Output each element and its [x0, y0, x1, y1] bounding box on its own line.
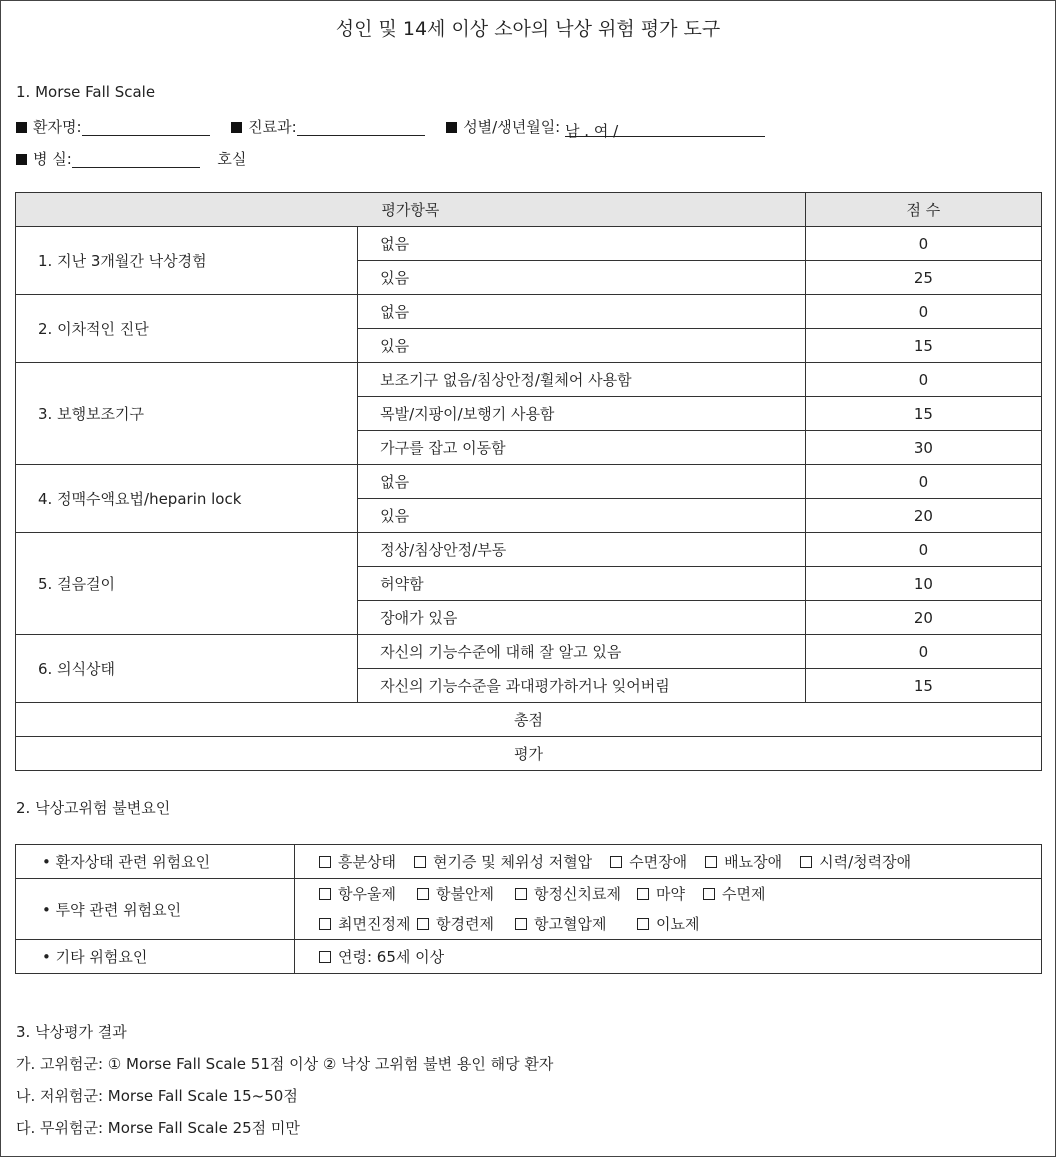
option-label: 항정신치료제 — [534, 885, 621, 903]
patient-name-label: 환자명: — [33, 118, 82, 136]
checkbox-icon[interactable] — [515, 888, 527, 900]
score-cell: 0 — [805, 533, 1041, 567]
option-label: 배뇨장애 — [724, 853, 783, 871]
item-cell: 자신의 기능수준에 대해 잘 알고 있음 — [358, 635, 806, 669]
checkbox-icon[interactable] — [637, 918, 649, 930]
sex-dob-field[interactable] — [565, 120, 765, 140]
checkbox-option[interactable] — [637, 879, 703, 909]
option-label: 항불안제 — [436, 885, 494, 903]
checkbox-icon[interactable] — [417, 918, 429, 930]
score-cell: 10 — [805, 567, 1041, 601]
checkbox-icon[interactable] — [319, 918, 331, 930]
sex-dob-value: 남 . 여 / — [565, 122, 619, 140]
risk-options — [295, 879, 1042, 940]
section-3-heading: 3. 낙상평가 결과 — [16, 1023, 127, 1041]
risk-row-drug — [16, 879, 1042, 940]
checkbox-icon[interactable] — [515, 918, 527, 930]
table-header-row — [16, 193, 1042, 227]
checkbox-icon[interactable] — [319, 856, 331, 868]
table-row — [16, 363, 1042, 397]
option-label: 항우울제 — [338, 885, 396, 903]
checkbox-icon[interactable] — [417, 888, 429, 900]
option-label: 시력/청력장애 — [819, 853, 912, 871]
item-cell: 가구를 잡고 이동함 — [358, 431, 806, 465]
patient-info-row — [16, 116, 765, 140]
checkbox-option[interactable] — [417, 909, 515, 939]
header-score: 점 수 — [805, 193, 1041, 227]
checkbox-icon[interactable] — [637, 888, 649, 900]
score-cell: 0 — [805, 635, 1041, 669]
score-cell: 15 — [805, 669, 1041, 703]
sex-dob-label: 성별/생년월일: — [463, 118, 561, 136]
risk-label: • 환자상태 관련 위험요인 — [16, 845, 295, 879]
checkbox-option[interactable] — [319, 851, 396, 872]
table-row — [16, 295, 1042, 329]
score-cell: 15 — [805, 397, 1041, 431]
risk-factor-table — [15, 844, 1042, 974]
evaluation-row — [16, 737, 1042, 771]
item-cell: 없음 — [358, 227, 806, 261]
checkbox-icon[interactable] — [319, 888, 331, 900]
score-cell: 20 — [805, 499, 1041, 533]
result-no-risk: 다. 무위험군: Morse Fall Scale 25점 미만 — [16, 1119, 300, 1137]
item-cell: 허약함 — [358, 567, 806, 601]
department-label: 진료과: — [248, 118, 297, 136]
checkbox-option[interactable] — [637, 909, 699, 939]
checkbox-icon[interactable] — [414, 856, 426, 868]
option-label: 항경련제 — [436, 915, 494, 933]
item-cell: 있음 — [358, 261, 806, 295]
score-cell: 25 — [805, 261, 1041, 295]
checkbox-option[interactable] — [800, 851, 911, 872]
option-label: 이뇨제 — [656, 915, 700, 933]
risk-label: • 기타 위험요인 — [16, 940, 295, 974]
checkbox-option[interactable] — [319, 879, 417, 909]
square-bullet-icon — [446, 122, 457, 133]
option-label: 흥분상태 — [338, 853, 396, 871]
checkbox-option[interactable] — [319, 909, 417, 939]
item-cell: 보조기구 없음/침상안정/휠체어 사용함 — [358, 363, 806, 397]
page-title: 성인 및 14세 이상 소아의 낙상 위험 평가 도구 — [335, 18, 721, 40]
option-label: 현기증 및 체위성 저혈압 — [432, 853, 593, 871]
section-1-heading: 1. Morse Fall Scale — [16, 83, 156, 101]
checkbox-option[interactable] — [705, 851, 782, 872]
risk-options — [295, 845, 1042, 879]
item-cell: 자신의 기능수준을 과대평가하거나 잊어버림 — [358, 669, 806, 703]
score-cell: 0 — [805, 363, 1041, 397]
checkbox-option[interactable] — [703, 879, 765, 909]
checkbox-option[interactable] — [319, 946, 444, 967]
item-cell: 없음 — [358, 295, 806, 329]
ward-label: 병 실: — [33, 150, 72, 168]
evaluation-cell[interactable]: 평가 — [16, 737, 1042, 771]
option-label: 항고혈압제 — [534, 915, 607, 933]
score-cell: 20 — [805, 601, 1041, 635]
score-cell: 0 — [805, 465, 1041, 499]
checkbox-option[interactable] — [414, 851, 592, 872]
ward-row — [16, 148, 246, 169]
ward-field[interactable] — [72, 151, 200, 168]
risk-label: • 투약 관련 위험요인 — [16, 879, 295, 940]
option-label: 수면제 — [722, 885, 766, 903]
option-label: 최면진정제 — [338, 915, 411, 933]
table-row — [16, 635, 1042, 669]
morse-fall-scale-table — [15, 192, 1042, 771]
group-label: 3. 보행보조기구 — [16, 363, 358, 465]
square-bullet-icon — [16, 122, 27, 133]
item-cell: 장애가 있음 — [358, 601, 806, 635]
option-label: 마약 — [656, 885, 685, 903]
option-label: 연령: 65세 이상 — [338, 948, 445, 966]
checkbox-icon[interactable] — [610, 856, 622, 868]
group-label: 1. 지난 3개월간 낙상경험 — [16, 227, 358, 295]
total-cell[interactable]: 총점 — [16, 703, 1042, 737]
checkbox-option[interactable] — [417, 879, 515, 909]
group-label: 6. 의식상태 — [16, 635, 358, 703]
risk-options — [295, 940, 1042, 974]
item-cell: 있음 — [358, 499, 806, 533]
room-suffix: 호실 — [217, 150, 247, 168]
patient-name-field[interactable] — [82, 119, 210, 136]
total-row — [16, 703, 1042, 737]
checkbox-option[interactable] — [515, 879, 637, 909]
checkbox-icon[interactable] — [703, 888, 715, 900]
score-cell: 15 — [805, 329, 1041, 363]
item-cell: 목발/지팡이/보행기 사용함 — [358, 397, 806, 431]
checkbox-option[interactable] — [610, 851, 687, 872]
group-label: 4. 정맥수액요법/heparin lock — [16, 465, 358, 533]
checkbox-icon[interactable] — [705, 856, 717, 868]
checkbox-icon[interactable] — [800, 856, 812, 868]
option-label: 수면장애 — [629, 853, 688, 871]
table-row — [16, 465, 1042, 499]
section-2-heading: 2. 낙상고위험 불변요인 — [16, 799, 171, 817]
score-cell: 0 — [805, 227, 1041, 261]
header-assessment-item: 평가항목 — [16, 193, 806, 227]
table-row — [16, 227, 1042, 261]
table-row — [16, 533, 1042, 567]
risk-row-patient — [16, 845, 1042, 879]
item-cell: 정상/침상안정/부동 — [358, 533, 806, 567]
department-field[interactable] — [297, 119, 425, 136]
square-bullet-icon — [231, 122, 242, 133]
result-high-risk: 가. 고위험군: ① Morse Fall Scale 51점 이상 ② 낙상 고위험 불변 용인 해당 환자 — [16, 1055, 554, 1073]
score-cell: 0 — [805, 295, 1041, 329]
score-cell: 30 — [805, 431, 1041, 465]
group-label: 2. 이차적인 진단 — [16, 295, 358, 363]
item-cell: 있음 — [358, 329, 806, 363]
checkbox-option[interactable] — [515, 909, 637, 939]
risk-row-other — [16, 940, 1042, 974]
group-label: 5. 걸음걸이 — [16, 533, 358, 635]
square-bullet-icon — [16, 154, 27, 165]
result-low-risk: 나. 저위험군: Morse Fall Scale 15~50점 — [16, 1087, 298, 1105]
checkbox-icon[interactable] — [319, 951, 331, 963]
item-cell: 없음 — [358, 465, 806, 499]
